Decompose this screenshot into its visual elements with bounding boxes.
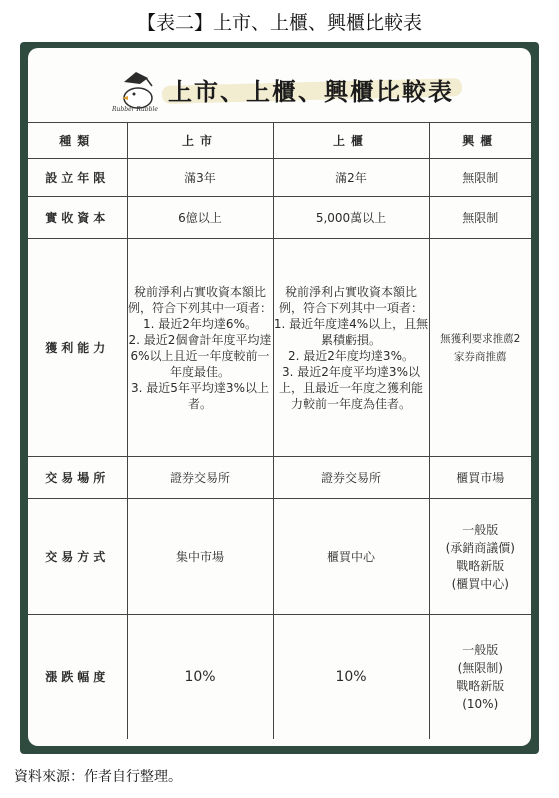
logo-caption: Rubber Rubble — [112, 106, 158, 113]
table-cell: 一般版 (承銷商議價) 戰略新版 (櫃買中心) — [429, 499, 531, 615]
table-cell: 一般版 (無限制) 戰略新版 (10%) — [429, 615, 531, 739]
row-label: 設立年限 — [28, 159, 127, 197]
table-header-row — [28, 123, 531, 159]
table-cell: 稅前淨利占實收資本額比例，符合下列其中一項者： 1. 最近2年均達6%。 2. 最近2個會計年度平均達6%以上且近一年度較前一年度最佳。 3. 最近5年平均達3%以上者。 — [127, 239, 273, 457]
table-cell: 證券交易所 — [273, 457, 429, 499]
table-cell: 無獲利要求推薦2家券商推薦 — [429, 239, 531, 457]
table-cell: 10% — [127, 615, 273, 739]
table-cell: 無限制 — [429, 159, 531, 197]
column-header-type: 種類 — [28, 123, 127, 159]
table-row — [28, 499, 531, 615]
table-cell: 證券交易所 — [127, 457, 273, 499]
column-header-otc: 上櫃 — [273, 123, 429, 159]
row-label: 交易方式 — [28, 499, 127, 615]
table-cell: 集中市場 — [127, 499, 273, 615]
table-cell: 無限制 — [429, 197, 531, 239]
table-cell: 滿3年 — [127, 159, 273, 197]
table-cell: 6億以上 — [127, 197, 273, 239]
table-row — [28, 457, 531, 499]
comparison-table — [28, 122, 531, 739]
chalkboard-frame — [20, 42, 539, 754]
row-label: 漲跌幅度 — [28, 615, 127, 739]
table-row — [28, 615, 531, 739]
table-cell: 櫃買市場 — [429, 457, 531, 499]
source-note: 資料來源：作者自行整理。 — [14, 769, 182, 785]
table-row — [28, 159, 531, 197]
comparison-sheet — [28, 48, 531, 746]
sheet-header — [28, 48, 531, 113]
row-label: 交易場所 — [28, 457, 127, 499]
table-caption: 【表二】上市、上櫃、興櫃比較表 — [136, 12, 422, 34]
table-cell: 5,000萬以上 — [273, 197, 429, 239]
column-header-emerging: 興櫃 — [429, 123, 531, 159]
table-row — [28, 239, 531, 457]
sheet-title: 上市、上櫃、興櫃比較表 — [168, 78, 454, 106]
table-row — [28, 197, 531, 239]
row-label: 獲利能力 — [28, 239, 127, 457]
column-header-listed: 上市 — [127, 123, 273, 159]
table-cell: 10% — [273, 615, 429, 739]
row-label: 實收資本 — [28, 197, 127, 239]
table-cell: 稅前淨利占實收資本額比例，符合下列其中一項者： 1. 最近年度達4%以上，且無累積虧損。 2. 最近2年度均達3%。 3. 最近2年度平均達3%以上，且最近一年度之獲利能力較前一年度為佳者。 — [273, 239, 429, 457]
table-cell: 滿2年 — [273, 159, 429, 197]
table-cell: 櫃買中心 — [273, 499, 429, 615]
